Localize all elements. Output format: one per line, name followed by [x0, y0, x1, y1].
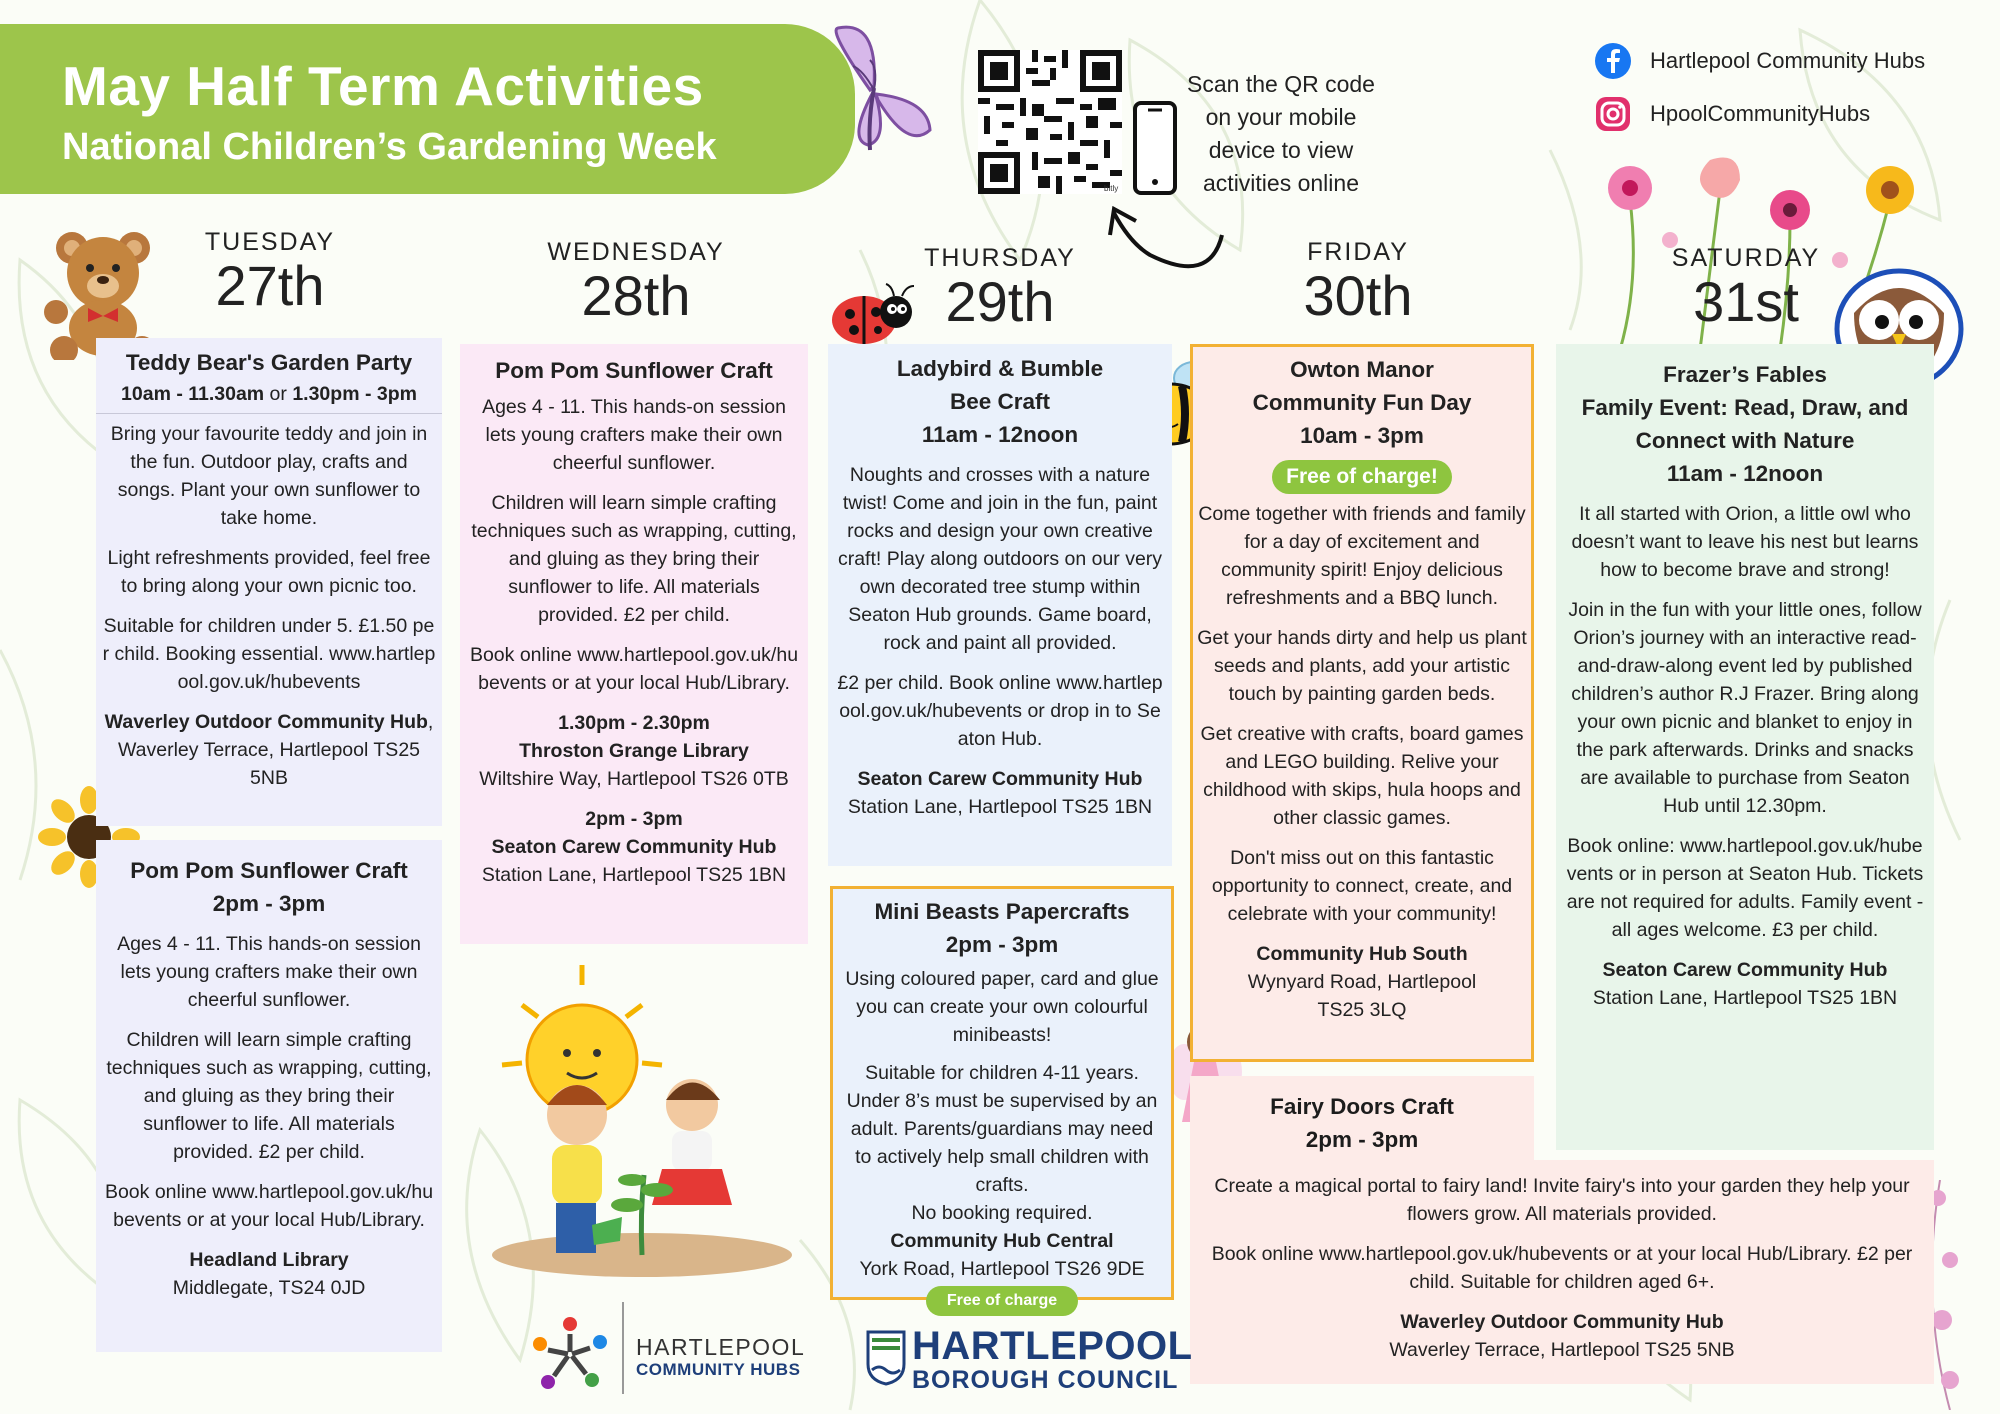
location-address: Station Lane, Hartlepool TS25 1BN: [847, 796, 1153, 818]
event-title: Pom Pom Sunflower Craft: [495, 358, 773, 383]
event-booking: Book online www.hartlepool.gov.uk/hubevents or at your local Hub/Library.: [104, 1181, 434, 1231]
event-title-line-1: Frazer’s Fables: [1663, 362, 1827, 387]
instagram-icon[interactable]: [1594, 95, 1632, 133]
event-age-info: Suitable for children 4-11 years. Under 8’s must be supervised by an adult. Parents/guardians may need to actively help small children with crafts.: [846, 1062, 1158, 1196]
event-card-frazers-fables: [1556, 344, 1934, 1150]
location-name: Seaton Carew Community Hub: [857, 768, 1143, 790]
event-title-line-2: Community Fun Day: [1252, 390, 1472, 415]
page-subtitle: National Children’s Gardening Week: [62, 126, 717, 168]
community-hubs-logo-line-1: HARTLEPOOL: [636, 1334, 806, 1360]
qr-line-4: activities online: [1203, 170, 1359, 196]
event-invitation: Don't miss out on this fantastic opportunity to connect, create, and celebrate with your community!: [1211, 847, 1513, 925]
butterfly-icon: [808, 20, 936, 160]
facebook-icon[interactable]: [1594, 42, 1632, 80]
event-refreshments: Light refreshments provided, feel free to bring along your own picnic too.: [107, 547, 431, 597]
event-time: 2pm - 3pm: [212, 891, 326, 916]
session-1-address: Wiltshire Way, Hartlepool TS26 0TB: [479, 768, 789, 790]
event-card-pom-pom-sunflower-tuesday: [96, 840, 442, 1352]
event-time: [102, 379, 436, 409]
event-title: Teddy Bear's Garden Party: [125, 350, 413, 375]
qr-line-3: device to view: [1208, 137, 1354, 163]
event-booking: Suitable for children under 5. £1.50 per child. Booking essential. www.hartlepool.gov.uk/hubevents: [102, 615, 436, 693]
location-address: , Waverley Terrace, Hartlepool TS25 5NB: [117, 711, 434, 789]
event-booking: £2 per child. Book online www.hartlepool.gov.uk/hubevents or drop in to Seaton Hub.: [837, 672, 1163, 750]
free-of-charge-badge: Free of charge!: [1272, 460, 1452, 494]
event-story: It all started with Orion, a little owl who doesn’t want to leave his nest but learns how to become brave and strong!: [1571, 503, 1919, 581]
event-title-line-1: Owton Manor: [1290, 357, 1434, 382]
event-time: 10am - 3pm: [1300, 423, 1424, 448]
event-time: 2pm - 3pm: [1305, 1127, 1419, 1152]
header-banner: [0, 24, 855, 194]
event-description: Come together with friends and family for a day of excitement and community spirit! Enjoy delicious refreshments and a BBQ lunch.: [1198, 503, 1526, 609]
event-booking: Book online: www.hartlepool.gov.uk/hubevents or in person at Seaton Hub. Tickets are not required for adults. Family event - all ages welcome. £3 per child.: [1566, 835, 1924, 941]
facebook-handle[interactable]: Hartlepool Community Hubs: [1650, 48, 1926, 73]
event-details: Children will learn simple crafting techniques such as wrapping, cutting, and gluing as they bring their sunflower to life. All materials provided. £2 per child.: [471, 492, 797, 626]
event-games: Get creative with crafts, board games and LEGO building. Relive your childhood with skips, hula hoops and other classic games.: [1200, 723, 1524, 829]
day-heading-thursday: [870, 244, 1130, 332]
session-2-location: Seaton Carew Community Hub: [491, 836, 777, 858]
session-2-address: Station Lane, Hartlepool TS25 1BN: [481, 864, 787, 886]
event-time: 11am - 12noon: [921, 422, 1079, 447]
qr-code[interactable]: [978, 50, 1122, 194]
location-name: Community Hub South: [1256, 943, 1468, 965]
event-description: Ages 4 - 11. This hands-on session lets young crafters make their own cheerful sunflower.: [482, 396, 786, 474]
day-number: 28th: [581, 264, 691, 327]
event-time: 2pm - 3pm: [945, 932, 1059, 957]
event-title: Mini Beasts Papercrafts: [874, 899, 1130, 924]
event-booking: Book online www.hartlepool.gov.uk/hubevents or at your local Hub/Library. £2 per child. Suitable for children aged 6+.: [1211, 1243, 1913, 1293]
location-name: Waverley Outdoor Community Hub: [1400, 1311, 1724, 1333]
day-heading-wednesday: [506, 238, 766, 326]
event-title: Fairy Doors Craft: [1270, 1094, 1454, 1119]
qr-instructions: [1176, 68, 1386, 200]
qr-pattern: [978, 50, 1122, 194]
event-description: Join in the fun with your little ones, follow Orion’s journey with an interactive read-and-draw-along event led by published children’s author R.J Frazer. Bring along your own picnic and blanket to enjoy in the park afterwards. Drinks and snacks are available to purchase from Seaton Hub until 12.30pm.: [1568, 599, 1922, 817]
day-number: 29th: [945, 270, 1055, 333]
day-name: WEDNESDAY: [547, 238, 725, 266]
location-name: Headland Library: [189, 1249, 349, 1271]
session-1-location: Throston Grange Library: [519, 740, 749, 762]
community-hubs-logo-line-2: COMMUNITY HUBS: [636, 1360, 801, 1379]
event-description: Bring your favourite teddy and join in the fun. Outdoor play, crafts and songs. Plant your own sunflower to take home.: [110, 423, 428, 529]
fairy-doors-heading: [1190, 1090, 1534, 1156]
event-planting: Get your hands dirty and help us plant seeds and plants, add your artistic touch by painting garden beds.: [1197, 627, 1527, 705]
phone-icon: [1132, 100, 1178, 196]
event-title-line-3: Connect with Nature: [1635, 428, 1855, 453]
day-name: FRIDAY: [1307, 238, 1409, 266]
event-card-teddy-bears-garden-party: [96, 338, 442, 826]
event-booking: Book online www.hartlepool.gov.uk/hubevents or at your local Hub/Library.: [469, 644, 799, 694]
day-heading-saturday: [1616, 244, 1876, 332]
event-location: [102, 708, 436, 792]
qr-line-1: Scan the QR code: [1187, 71, 1375, 97]
event-card-ladybird-bumble-bee: [828, 344, 1172, 866]
time-or: or: [264, 383, 293, 405]
event-description: Using coloured paper, card and glue you can create your own colourful minibeasts!: [845, 968, 1159, 1046]
day-number: 31st: [1693, 270, 1799, 333]
day-heading-tuesday: [140, 228, 400, 316]
event-card-pom-pom-sunflower-wednesday: [460, 344, 808, 944]
event-title-line-2: Bee Craft: [949, 389, 1051, 414]
free-of-charge-badge: Free of charge: [926, 1286, 1078, 1316]
logo-divider: [622, 1302, 624, 1394]
session-1-time: 1.30pm - 2.30pm: [558, 712, 710, 734]
location-name: Waverley Outdoor Community Hub: [104, 711, 428, 733]
location-address-line-2: TS25 3LQ: [1317, 999, 1407, 1021]
event-card-mini-beasts-papercrafts: [830, 886, 1174, 1300]
community-hubs-logo-icon: [528, 1312, 612, 1396]
event-description: Create a magical portal to fairy land! Invite fairy's into your garden they help your flowers grow. All materials provided.: [1214, 1175, 1910, 1225]
session-2-time: 2pm - 3pm: [585, 808, 683, 830]
day-number: 30th: [1303, 264, 1413, 327]
event-description: Ages 4 - 11. This hands-on session lets young crafters make their own cheerful sunflower.: [117, 933, 421, 1011]
location-name: Community Hub Central: [890, 1230, 1114, 1252]
location-address-line-1: Wynyard Road, Hartlepool: [1247, 971, 1477, 993]
location-address: Station Lane, Hartlepool TS25 1BN: [1592, 987, 1898, 1009]
day-number: 27th: [215, 254, 325, 317]
event-title-line-1: Ladybird & Bumble: [896, 356, 1104, 381]
event-title: Pom Pom Sunflower Craft: [130, 858, 408, 883]
location-name: Seaton Carew Community Hub: [1602, 959, 1888, 981]
location-address: Waverley Terrace, Hartlepool TS25 5NB: [1389, 1339, 1735, 1361]
day-name: THURSDAY: [924, 244, 1076, 272]
day-name: SATURDAY: [1671, 244, 1821, 272]
page-title: May Half Term Activities: [62, 55, 704, 117]
event-card-owton-manor-fun-day: [1190, 344, 1534, 1062]
day-name: TUESDAY: [204, 228, 336, 256]
qr-line-2: on your mobile: [1205, 104, 1357, 130]
event-card-fairy-doors-craft: [1190, 1160, 1934, 1384]
instagram-handle[interactable]: HpoolCommunityHubs: [1650, 101, 1871, 126]
event-time: 11am - 12noon: [1666, 461, 1824, 486]
location-address: York Road, Hartlepool TS26 9DE: [859, 1258, 1145, 1280]
children-gardening-illustration: [472, 955, 802, 1285]
event-booking: No booking required.: [911, 1202, 1093, 1224]
day-heading-friday: [1228, 238, 1488, 326]
location-address: Middlegate, TS24 0JD: [172, 1277, 366, 1299]
time-option-a: 10am - 11.30am: [121, 383, 265, 405]
council-logo-line-2: BOROUGH COUNCIL: [912, 1366, 1179, 1394]
event-details: Children will learn simple crafting techniques such as wrapping, cutting, and gluing as they bring their sunflower to life. All materials provided. £2 per child.: [106, 1029, 432, 1163]
council-crest-icon: [866, 1330, 906, 1386]
council-logo-line-1: HARTLEPOOL: [912, 1324, 1193, 1368]
time-option-b: 1.30pm - 3pm: [292, 383, 417, 405]
event-description: Noughts and crosses with a nature twist! Come and join in the fun, paint rocks and design your own creative craft! Play along outdoors on our very own decorated tree stump within Seaton Hub grounds. Game board, rock and paint all provided.: [837, 464, 1163, 654]
qr-brand: bitly: [1104, 184, 1119, 193]
event-title-line-2: Family Event: Read, Draw, and: [1581, 395, 1909, 420]
